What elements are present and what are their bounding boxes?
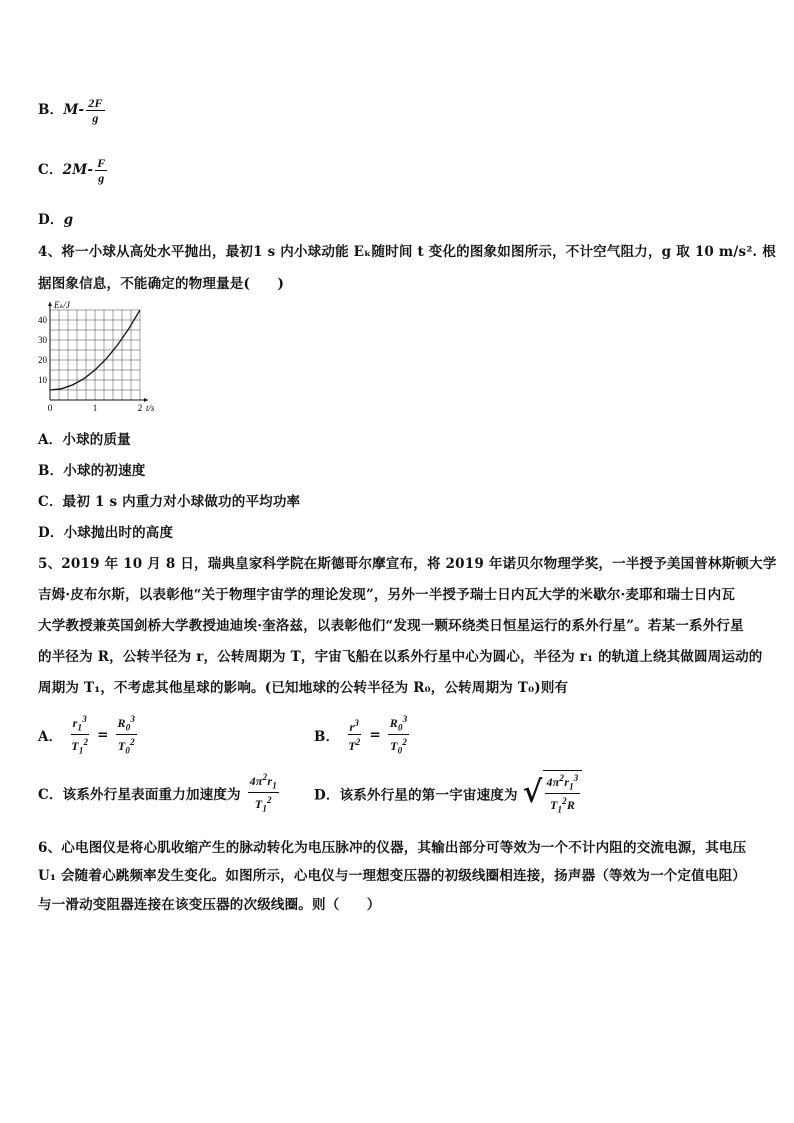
q5-option-c [38,770,281,816]
y-tick-label: 10 [38,375,47,385]
option-text: D．该系外行星的第一宇宙速度为 [314,787,518,804]
chart-ticks [38,315,142,413]
y-tick-label: 20 [38,355,47,365]
q3-option-c [38,156,109,185]
q4-option-c: C．最初 1 s 内重力对小球做功的平均功率 [38,494,301,510]
x-tick-label: 1 [92,403,98,413]
formula-d: √ $\frac{4\pi^2r_1^3}{T_1^2R}$ [523,770,583,817]
q5-stem-line4: 的半径为 R，公转半径为 r，公转周期为 T，宇宙飞船在以系外行星中心为圆心，半径为 r₁ 的轨道上绕其做圆周运动的 [38,649,763,665]
option-text: C．该系外行星表面重力加速度为 [38,786,241,803]
x-axis-label: t/s [146,403,155,413]
option-label: B． [38,102,64,118]
formula-c: $\frac{4\pi^2r_1}{T_1^2}$ [249,772,277,814]
formula-b-right: $\frac{R_0^3}{T_0^2}$ [389,714,408,756]
q5-option-a: A． $\frac{r_1^3}{T_1^2}$ = $\frac{R_0^3}{T_0^2}$ [38,714,136,756]
numerator: F [97,156,106,170]
y-tick-label: 40 [38,315,47,325]
q3-option-d [38,208,73,228]
denominator: g [98,171,105,185]
q6-stem-line3: 与一滑动变阻器连接在该变压器的次级线圈。则（ ） [38,897,381,913]
q5-stem-line1: 5、2019 年 10 月 8 日，瑞典皇家科学院在斯德哥尔摩宣布，将 2019 年诺贝尔物理学奖，一半授予美国普林斯顿大学 [38,556,777,572]
chart-axes [48,302,148,402]
q3-option-b [38,96,107,125]
q6-stem-line1: 6、心电图仪是将心肌收缩产生的脉动转化为电压脉冲的仪器，其输出部分可等效为一个不计内阻的交流电源，其电压 [38,840,747,856]
q4-stem-line2: 据图象信息，不能确定的物理量是( ) [38,276,285,292]
option-label: B． [314,728,340,745]
q5-stem-line3: 大学教授兼英国剑桥大学教授迪迪埃·奎洛兹，以表彰他们“发现一颗环绕类日恒星运行的系外行星”。若某一系外行星 [38,618,744,634]
y-tick-label: 30 [38,335,47,345]
q5-stem-line2: 吉姆·皮布尔斯，以表彰他“关于物理宇宙学的理论发现”，另外一半授予瑞士日内瓦大学的米歇尔·麦耶和瑞士日内瓦 [38,587,736,603]
option-label: D． [38,212,64,228]
option-lead: 2M- [62,162,94,178]
formula-a-left: $\frac{r_1^3}{T_1^2}$ [71,714,89,756]
fraction [95,156,107,185]
x-tick-label: 0 [47,403,53,413]
y-axis-label: Eₖ/J [54,300,70,310]
q6-stem-line2: U₁ 会随着心跳频率发生变化。如图所示，心电仪与一理想变压器的初级线圈相连接，扬声器（等效为一个定值电阻） [38,868,746,884]
q5-stem-line5: 周期为 T₁，不考虑其他星球的影响。(已知地球的公转半径为 R₀，公转周期为 T₀)则有 [38,680,569,696]
x-tick-label: 2 [137,403,143,413]
q4-option-b: B．小球的初速度 [38,463,146,479]
fraction [86,96,104,125]
y-axis-arrow [48,302,52,306]
option-label: C． [38,162,63,178]
x-axis-arrow [144,398,148,402]
option-lead: M- [63,102,85,118]
formula-b-left: $\frac{r^3}{T^2}$ [348,718,361,754]
formula-a-right: $\frac{R_0^3}{T_0^2}$ [117,714,136,756]
option-text: g [63,212,74,228]
q4-option-d: D．小球抛出时的高度 [38,525,174,541]
q5-option-d [314,770,582,817]
denominator: g [92,111,99,125]
numerator: 2F [88,96,103,110]
q4-stem-line1: 4、将一小球从高处水平抛出，最初1 s 内小球动能 Eₖ随时间 t 变化的图象如图所示，不计空气阻力，g 取 10 m/s². 根 [38,244,776,260]
q4-option-a: A．小球的质量 [38,432,131,448]
chart-grid [50,310,140,400]
ek-time-chart [30,296,170,418]
q5-option-b: B． $\frac{r^3}{T^2}$ = $\frac{R_0^3}{T_0^2}$ [314,714,408,756]
option-label: A． [38,728,63,745]
